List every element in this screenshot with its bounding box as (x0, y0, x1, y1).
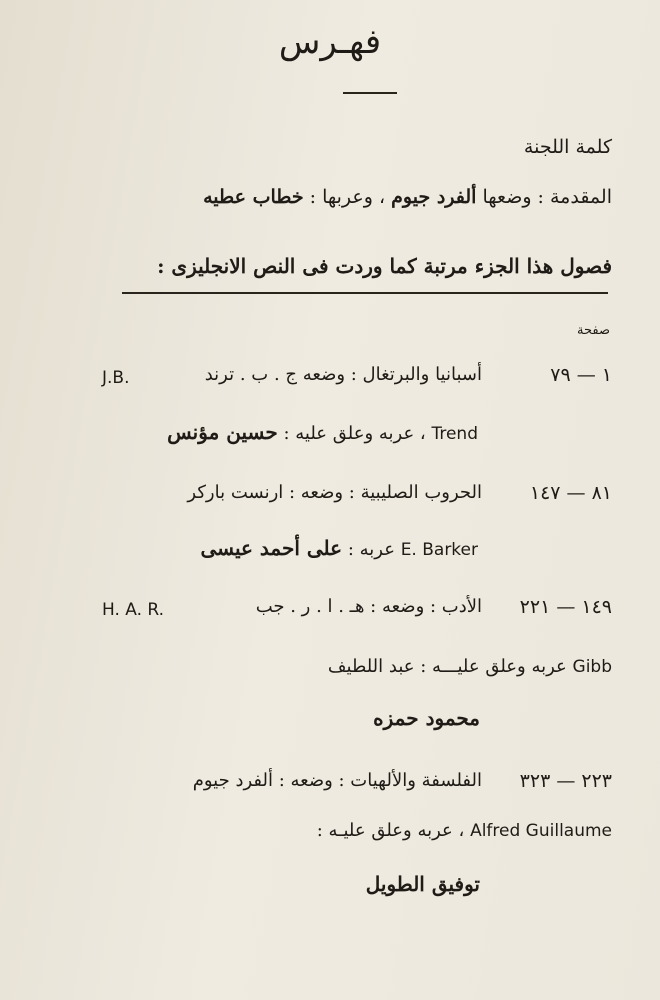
entry-author-latin: J.B. (102, 368, 130, 388)
entry-page-range: ١٤٩ — ٢٢١ (519, 596, 612, 618)
entry-credit-line (167, 420, 478, 444)
entry-title-line: الحروب الصليبية : وضعه : ارنست باركر (187, 482, 482, 503)
entry-author-latin: Trend (431, 424, 478, 444)
entry-credit-line (317, 820, 612, 841)
sections-heading: فصول هذا الجزء مرتبة كما وردت فى النص الانجليزى : (157, 254, 612, 278)
title-divider (343, 92, 397, 94)
entry-credit-line (200, 536, 478, 560)
entry-page-range: ٢٢٣ — ٣٢٣ (519, 770, 612, 792)
entry-credit-text: ، عربه وعلق عليـه : (316, 820, 465, 841)
entry-title-line: الأدب : وضعه : هـ . ا . ر . جب (255, 596, 482, 617)
entry-title-line: الفلسفة والألهيات : وضعه : ألفرد جيوم (192, 770, 482, 791)
entry-page-range: ٨١ — ١٤٧ (529, 482, 612, 504)
entry-credit-text: عربه : (347, 539, 395, 560)
page-title: فهـرس (278, 22, 382, 62)
intro-separator: ، وعربها : (309, 186, 386, 208)
entry-credit-text: ، عربه وعلق عليه : (283, 423, 426, 444)
entry-title-line: أسبانيا والبرتغال : وضعه ج . ب . ترند (204, 364, 482, 385)
page-column-label: صفحة (577, 323, 610, 338)
entry-author-latin: Gibb (572, 657, 612, 677)
entry-credit-line (328, 656, 612, 677)
sections-underline (122, 292, 608, 294)
entry-author-latin: H. A. R. (102, 600, 165, 620)
entry-credit-text: عربه وعلق عليـــه : عبد اللطيف (327, 656, 567, 677)
entry-author-latin: Alfred Guillaume (470, 821, 612, 841)
committee-entry: كلمة اللجنة (523, 136, 612, 158)
entry-translator: محمود حمزه (373, 706, 480, 730)
entry-translator: توفيق الطويل (365, 872, 480, 896)
entry-author-latin: E. Barker (400, 540, 478, 560)
entry-translator: على أحمد عيسى (200, 536, 343, 560)
intro-author: ألفرد جيوم (391, 186, 477, 208)
intro-label: المقدمة : وضعها (482, 186, 612, 208)
introduction-entry (203, 186, 612, 208)
entry-translator: حسين مؤنس (167, 420, 278, 444)
intro-translator: خطاب عطيه (203, 186, 304, 208)
entry-page-range: ١ — ٧٩ (550, 364, 612, 386)
